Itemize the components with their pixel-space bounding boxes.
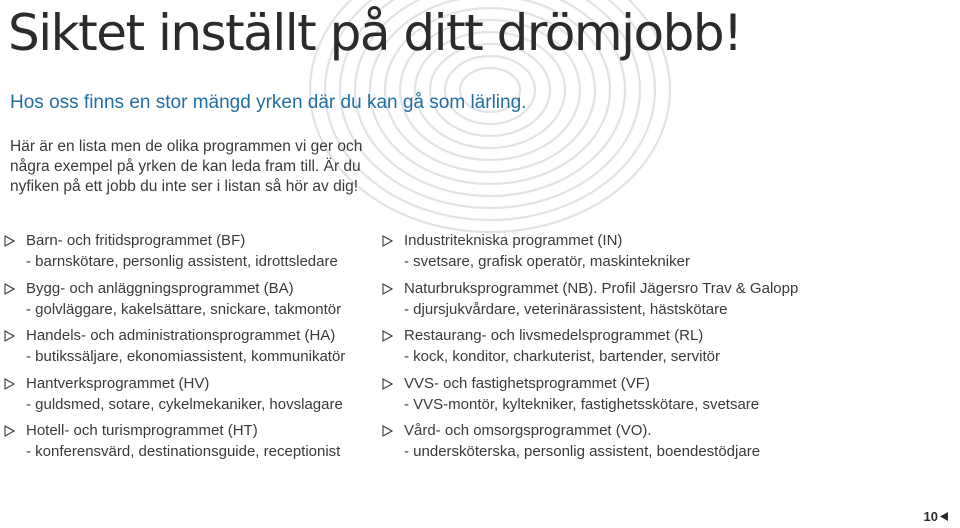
program-jobs: - kock, konditor, charkuterist, bartender, servitör: [404, 348, 720, 365]
triangle-bullet-icon: [382, 378, 393, 390]
program-item: [382, 325, 802, 373]
program-jobs: - golvläggare, kakelsättare, snickare, takmontör: [26, 300, 342, 318]
program-name: Hotell- och turismprogrammet (HT): [26, 422, 258, 439]
program-jobs: - VVS-montör, kyltekniker, fastighetsskötare, svetsare: [404, 395, 760, 413]
triangle-bullet-icon: [382, 330, 393, 342]
program-jobs: - butikssäljare, ekonomiassistent, kommunikatör: [26, 348, 346, 365]
program-jobs: - svetsare, grafisk operatör, maskintekniker: [404, 253, 690, 270]
program-item: [382, 278, 802, 326]
program-item: [4, 230, 364, 278]
triangle-left-icon: [940, 512, 948, 521]
program-item: [4, 420, 364, 468]
intro-line: Här är en lista men de olika programmen vi ger och: [10, 138, 363, 155]
triangle-bullet-icon: [4, 235, 15, 247]
program-jobs: - undersköterska, personlig assistent, boendestödjare: [404, 443, 761, 460]
program-list-left: [4, 230, 364, 468]
program-item: [4, 373, 364, 421]
triangle-bullet-icon: [4, 330, 15, 342]
program-list-right: [382, 230, 802, 468]
program-name: Vård- och omsorgsprogrammet (VO).: [404, 422, 652, 439]
program-item: [4, 278, 364, 326]
intro-line: nyfiken på ett jobb du inte ser i listan så hör av dig!: [10, 178, 359, 195]
program-name: Bygg- och anläggningsprogrammet (BA): [26, 279, 294, 297]
triangle-bullet-icon: [4, 425, 15, 437]
triangle-bullet-icon: [4, 378, 15, 390]
program-jobs: - konferensvärd, destinationsguide, receptionist: [26, 443, 341, 460]
program-jobs: - guldsmed, sotare, cykelmekaniker, hovslagare: [26, 395, 343, 413]
intro-line: några exempel på yrken de kan leda fram till. Är du: [10, 158, 361, 175]
triangle-bullet-icon: [382, 235, 393, 247]
subtitle: Hos oss finns en stor mängd yrken där du kan gå som lärling.: [10, 92, 527, 113]
triangle-bullet-icon: [382, 425, 393, 437]
triangle-bullet-icon: [4, 283, 15, 295]
program-name: Restaurang- och livsmedelsprogrammet (RL): [404, 327, 704, 344]
program-name: Barn- och fritidsprogrammet (BF): [26, 232, 246, 249]
program-item: [382, 373, 802, 421]
triangle-bullet-icon: [382, 283, 393, 295]
program-jobs: - barnskötare, personlig assistent, idrottsledare: [26, 253, 338, 270]
program-name: Industritekniska programmet (IN): [404, 232, 623, 249]
program-name: Handels- och administrationsprogrammet (HA): [26, 327, 336, 344]
page-number: [924, 509, 948, 524]
program-item: [382, 230, 802, 278]
program-name: VVS- och fastighetsprogrammet (VF): [404, 374, 650, 392]
page-title: Siktet inställt på ditt drömjobb!: [8, 4, 742, 62]
intro-text: [10, 137, 363, 197]
program-name: Naturbruksprogrammet (NB). Profil Jägersro Trav & Galopp: [404, 279, 799, 297]
program-item: [382, 420, 802, 468]
program-name: Hantverksprogrammet (HV): [26, 374, 210, 392]
program-item: [4, 325, 364, 373]
page-number-value: 10: [923, 509, 938, 524]
program-jobs: - djursjukvårdare, veterinärassistent, hästskötare: [404, 300, 728, 318]
